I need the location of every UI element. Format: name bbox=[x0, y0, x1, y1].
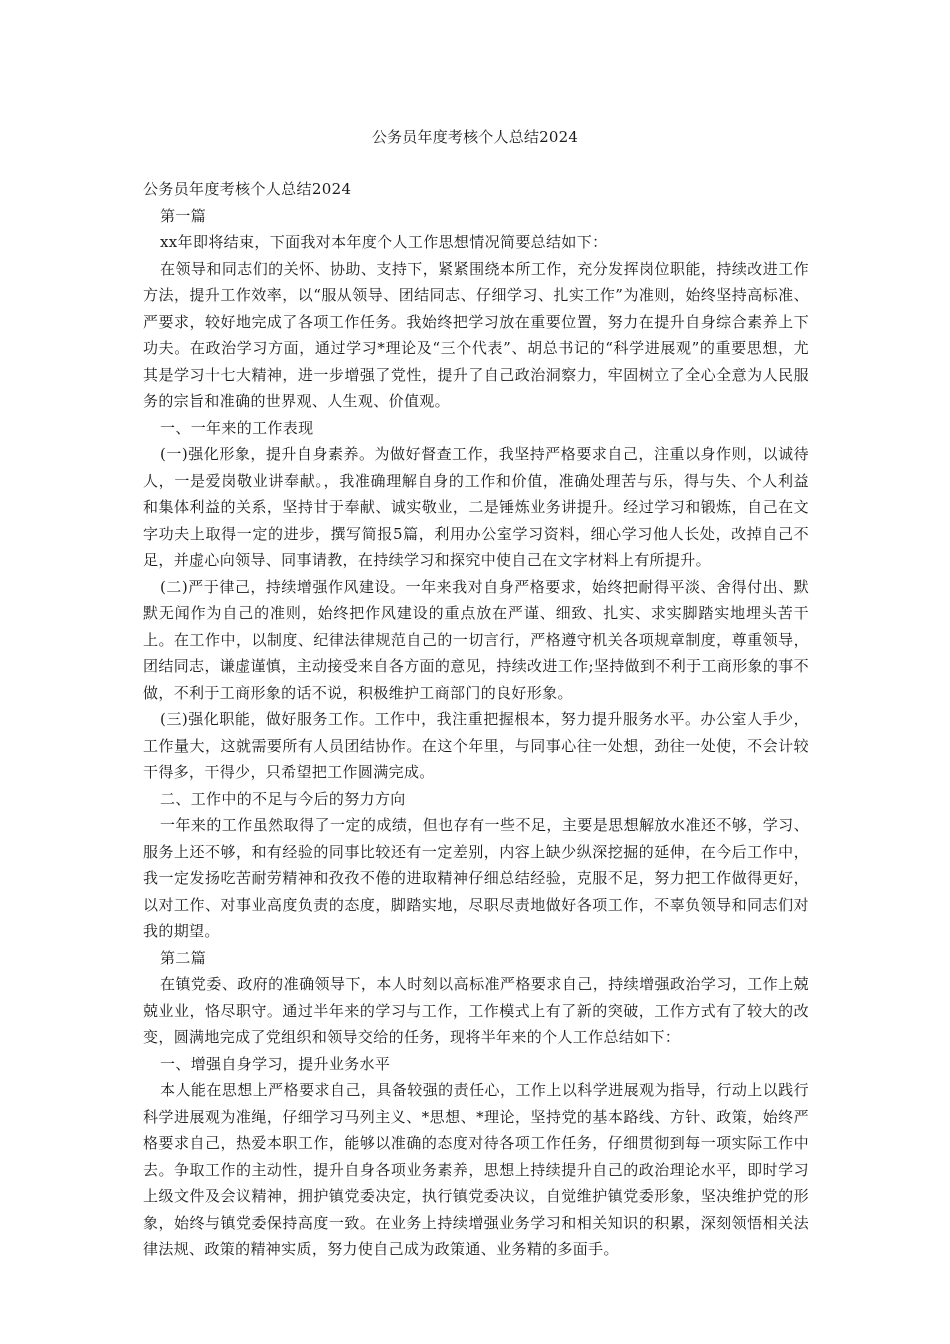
section-label-part-one: 第一篇 bbox=[160, 206, 207, 225]
section-heading: 一、增强自身学习，提升业务水平 bbox=[160, 1054, 391, 1073]
paragraph: 在镇党委、政府的准确领导下，本人时刻以高标准严格要求自己，持续增强政治学习，工作上兢兢业业，恪尽职守。通过半年来的学习与工作，工作模式上有了新的突破，工作方式有了较大的改变，圆满地完成了党组织和领导交给的任务，现将半年来的个人工作总结如下： bbox=[143, 975, 809, 1046]
paragraph: 在领导和同志们的关怀、协助、支持下，紧紧围绕本所工作，充分发挥岗位职能，持续改进工作方法，提升工作效率，以“服从领导、团结同志、仔细学习、扎实工作”为准则，始终坚持高标准、严要求，较好地完成了各项工作任务。我始终把学习放在重要位置，努力在提升自身综合素养上下功夫。在政治学习方面，通过学习*理论及“三个代表”、胡总书记的“科学进展观”的重要思想，尤其是学习十七大精神，进一步增强了党性，提升了自己政治洞察力，牢固树立了全心全意为人民服务的宗旨和准确的世界观、人生观、价值观。 bbox=[143, 259, 809, 410]
paragraph: (一)强化形象，提升自身素养。为做好督查工作，我坚持严格要求自己，注重以身作则，以诚待人，一是爱岗敬业讲奉献。，我准确理解自身的工作和价值，准确处理苦与乐，得与失、个人利益和集体利益的关系，坚持甘于奉献、诚实敬业，二是锤炼业务讲提升。经过学习和锻炼，自己在文字功夫上取得一定的进步，撰写简报5篇，利用办公室学习资料，细心学习他人长处，改掉自己不足，并虚心向领导、同事请教，在持续学习和探究中使自己在文字材料上有所提升。 bbox=[143, 445, 809, 569]
document-body bbox=[143, 176, 809, 1263]
paragraph-intro: xx年即将结束，下面我对本年度个人工作思想情况简要总结如下： bbox=[160, 233, 608, 251]
section-heading: 一、一年来的工作表现 bbox=[160, 418, 314, 437]
section-label-part-two: 第二篇 bbox=[160, 948, 207, 967]
section-heading: 二、工作中的不足与今后的努力方向 bbox=[160, 789, 406, 808]
paragraph: 本人能在思想上严格要求自己，具备较强的责任心，工作上以科学进展观为指导，行动上以践行科学进展观为准绳，仔细学习马列主义、*思想、*理论，坚持党的基本路线、方针、政策，始终严格要求自己，热爱本职工作，能够以准确的态度对待各项工作任务，仔细贯彻到每一项实际工作中去。争取工作的主动性，提升自身各项业务素养，思想上持续提升自己的政治理论水平，即时学习上级文件及会议精神，拥护镇党委决定，执行镇党委决议，自觉维护镇党委形象，坚决维护党的形象，始终与镇党委保持高度一致。在业务上持续增强业务学习和相关知识的积累，深刻领悟相关法律法规、政策的精神实质，努力使自己成为政策通、业务精的多面手。 bbox=[143, 1081, 809, 1258]
document-title: 公务员年度考核个人总结2024 bbox=[371, 128, 579, 146]
paragraph-heading: 公务员年度考核个人总结2024 bbox=[143, 180, 352, 198]
paragraph: (二)严于律己，持续增强作风建设。一年来我对自身严格要求，始终把耐得平淡、舍得付出、默默无闻作为自己的准则，始终把作风建设的重点放在严谨、细致、扎实、求实脚踏实地埋头苦干上。在工作中，以制度、纪律法律规范自己的一切言行，严格遵守机关各项规章制度，尊重领导，团结同志，谦虚谨慎，主动接受来自各方面的意见，持续改进工作;坚持做到不利于工商形象的事不做，不利于工商形象的话不说，积极维护工商部门的良好形象。 bbox=[143, 577, 809, 702]
paragraph: 一年来的工作虽然取得了一定的成绩，但也存有一些不足，主要是思想解放水准还不够，学习、服务上还不够，和有经验的同事比较还有一定差别，内容上缺少纵深挖掘的延伸，在今后工作中，我一定发扬吃苦耐劳精神和孜孜不倦的进取精神仔细总结经验，克服不足，努力把工作做得更好，以对工作、对事业高度负责的态度，脚踏实地，尽职尽责地做好各项工作，不辜负领导和同志们对我的期望。 bbox=[143, 816, 809, 940]
paragraph: (三)强化职能，做好服务工作。工作中，我注重把握根本，努力提升服务水平。办公室人手少，工作量大，这就需要所有人员团结协作。在这个年里，与同事心往一处想，劲往一处使，不会计较干得多，干得少，只希望把工作圆满完成。 bbox=[143, 710, 809, 781]
